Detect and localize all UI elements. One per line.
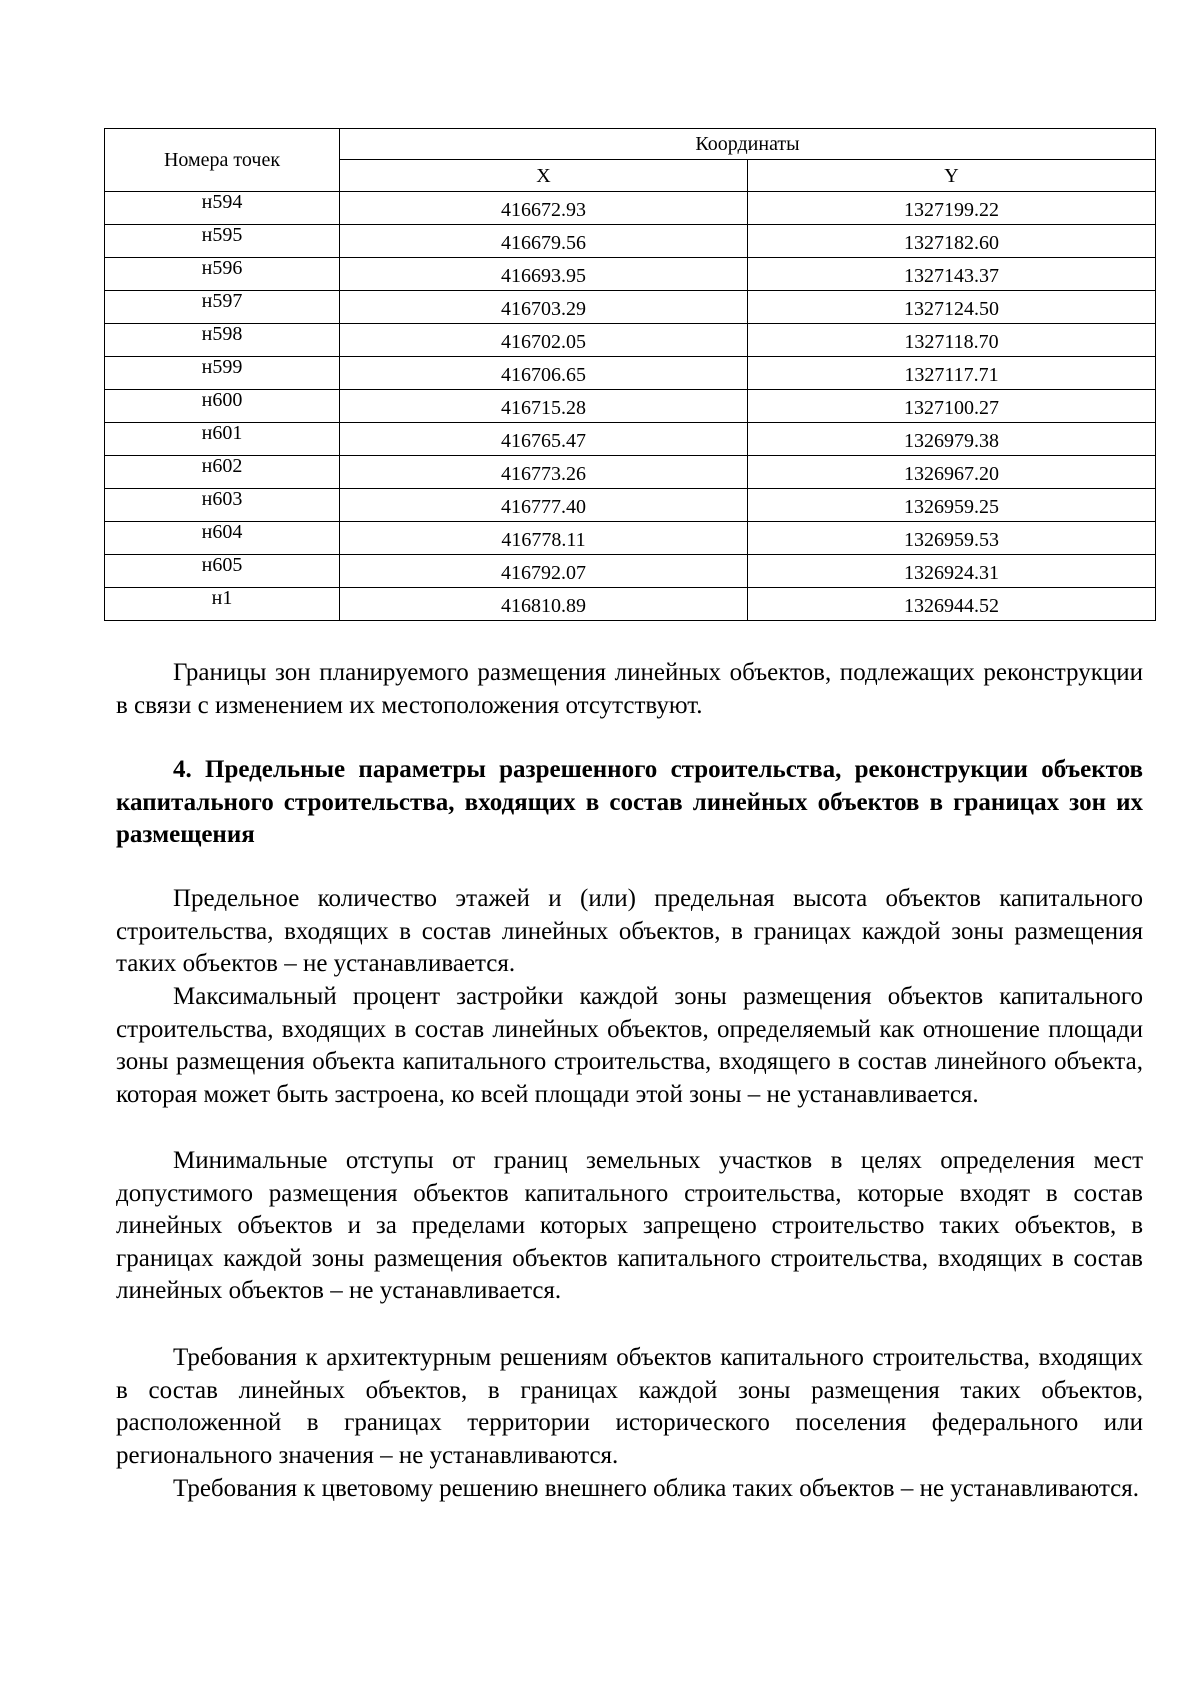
x-cell: [340, 258, 748, 291]
y-cell-text: 1327118.70: [904, 331, 999, 353]
x-cell: [340, 192, 748, 225]
y-cell-text: 1326959.25: [904, 496, 999, 518]
y-cell-text: 1327182.60: [904, 232, 999, 254]
point-cell: [105, 291, 340, 324]
x-cell: [340, 489, 748, 522]
x-cell: [340, 423, 748, 456]
table-row: [105, 192, 1156, 225]
point-cell: [105, 423, 340, 456]
paragraph-architecture: Требования к архитектурным решениям объектов капитального строительства, входящих в состав линейных объектов, в границах каждой зоны размещения таких объектов, расположенной в границах территории исторического поселения федерального или регионального значения – не устанавливаются.: [116, 1344, 1143, 1469]
x-cell-text: 416679.56: [501, 232, 586, 254]
point-cell-text: н600: [201, 389, 243, 411]
x-cell: [340, 324, 748, 357]
y-cell: [748, 192, 1156, 225]
y-cell: [748, 357, 1156, 390]
y-cell-text: 1326959.53: [904, 529, 999, 551]
point-cell: [105, 390, 340, 423]
x-cell-text: 416715.28: [501, 397, 586, 419]
point-cell: [105, 225, 340, 258]
point-cell-text: н601: [201, 422, 243, 444]
coordinates-table-body: [105, 192, 1156, 621]
point-cell: [105, 324, 340, 357]
x-cell: [340, 390, 748, 423]
table-row: [105, 258, 1156, 291]
point-cell: [105, 555, 340, 588]
x-cell-text: 416672.93: [501, 199, 586, 221]
y-cell: [748, 588, 1156, 621]
x-cell: [340, 588, 748, 621]
point-cell-text: н602: [201, 455, 243, 477]
y-cell-text: 1326924.31: [904, 562, 999, 584]
x-cell: [340, 456, 748, 489]
y-cell: [748, 324, 1156, 357]
x-cell-text: 416777.40: [501, 496, 586, 518]
point-cell-text: н598: [201, 323, 243, 345]
y-cell-text: 1326967.20: [904, 463, 999, 485]
y-cell: [748, 423, 1156, 456]
x-cell-text: 416703.29: [501, 298, 586, 320]
table-row: [105, 588, 1156, 621]
y-cell-text: 1326944.52: [904, 595, 999, 617]
y-cell-text: 1327100.27: [904, 397, 999, 419]
point-cell-text: н599: [201, 356, 243, 378]
point-cell: [105, 489, 340, 522]
paragraph-setbacks: Минимальные отступы от границ земельных участков в целях определения мест допустимого размещения объектов капитального строительства, которые входят в состав линейных объектов и за пределами которых запрещено строительство таких объектов, в границах каждой зоны размещения объектов капитального строительства, входящих в состав линейных объектов – не устанавливается.: [116, 1147, 1143, 1305]
y-cell: [748, 555, 1156, 588]
x-cell: [340, 357, 748, 390]
point-cell-text: н596: [201, 257, 243, 279]
header-points: Номера точек: [105, 129, 340, 192]
table-row: [105, 489, 1156, 522]
paragraph-building-percent: Максимальный процент застройки каждой зоны размещения объектов капитального строительства, входящих в состав линейных объектов, определяемый как отношение площади зоны размещения объекта капитального строительства, входящего в состав линейного объекта, которая может быть застроена, ко всей площади этой зоны – не устанавливается.: [116, 983, 1143, 1108]
x-cell: [340, 555, 748, 588]
point-cell-text: н605: [201, 554, 243, 576]
section-heading: 4. Предельные параметры разрешенного строительства, реконструкции объектов капитального строительства, входящих в состав линейных объектов в границах зон их размещения: [116, 756, 1143, 849]
y-cell-text: 1326979.38: [904, 430, 999, 452]
y-cell-text: 1327199.22: [904, 199, 999, 221]
point-cell: [105, 192, 340, 225]
point-cell: [105, 357, 340, 390]
y-cell: [748, 456, 1156, 489]
x-cell-text: 416810.89: [501, 595, 586, 617]
y-cell-text: 1327117.71: [904, 364, 999, 386]
x-cell-text: 416773.26: [501, 463, 586, 485]
y-cell: [748, 390, 1156, 423]
y-cell-text: 1327143.37: [904, 265, 999, 287]
table-row: [105, 555, 1156, 588]
x-cell-text: 416702.05: [501, 331, 586, 353]
x-cell: [340, 225, 748, 258]
point-cell-text: н603: [201, 488, 243, 510]
point-cell-text: н597: [201, 290, 243, 312]
y-cell: [748, 489, 1156, 522]
table-row: [105, 225, 1156, 258]
y-cell: [748, 291, 1156, 324]
point-cell: [105, 522, 340, 555]
point-cell-text: н604: [201, 521, 243, 543]
x-cell-text: 416765.47: [501, 430, 586, 452]
y-cell: [748, 225, 1156, 258]
x-cell-text: 416778.11: [501, 529, 586, 551]
table-row: [105, 324, 1156, 357]
point-cell-text: н595: [201, 224, 243, 246]
table-row: [105, 423, 1156, 456]
table-row: [105, 291, 1156, 324]
paragraph-color: Требования к цветовому решению внешнего облика таких объектов – не устанавливаются.: [173, 1475, 1140, 1502]
point-cell-text: н594: [201, 191, 243, 213]
point-cell-text: н1: [211, 587, 233, 609]
x-cell-text: 416693.95: [501, 265, 586, 287]
table-row: [105, 357, 1156, 390]
paragraph-boundaries: Границы зон планируемого размещения линейных объектов, подлежащих реконструкции в связи с изменением их местоположения отсутствуют.: [116, 659, 1143, 719]
header-y: Y: [748, 160, 1156, 192]
x-cell-text: 416792.07: [501, 562, 586, 584]
table-row: [105, 522, 1156, 555]
coordinates-table: [104, 128, 1156, 621]
table-row: [105, 456, 1156, 489]
x-cell: [340, 522, 748, 555]
header-x: X: [340, 160, 748, 192]
x-cell: [340, 291, 748, 324]
point-cell: [105, 258, 340, 291]
y-cell-text: 1327124.50: [904, 298, 999, 320]
x-cell-text: 416706.65: [501, 364, 586, 386]
header-coordinates: Координаты: [340, 129, 1156, 160]
y-cell: [748, 522, 1156, 555]
y-cell: [748, 258, 1156, 291]
paragraph-floors: Предельное количество этажей и (или) предельная высота объектов капитального строительства, входящих в состав линейных объектов, в границах каждой зоны размещения таких объектов – не устанавливается.: [116, 885, 1143, 978]
point-cell: [105, 588, 340, 621]
table-row: [105, 390, 1156, 423]
point-cell: [105, 456, 340, 489]
